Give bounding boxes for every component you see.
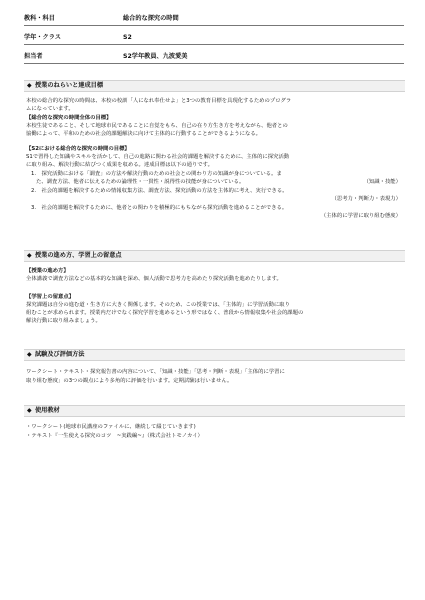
notes-line: 解決行動に取り組みましょう。 — [26, 318, 101, 324]
subject-label: 教科・科目 — [24, 15, 55, 22]
goal-item-2-tag: （思考力・判断力・表現力） — [331, 196, 401, 202]
goal-line: 本校生徒であること、そして地球市民であることに自覚をもち、自己の在り方生き方を考えながら、他者との — [26, 123, 288, 129]
notes-line: 組むことが求められます。授業内だけでなく探究学習を進めるという形ではなく、普段から情報収集や社会的課題の — [26, 310, 304, 316]
section-header-aims — [24, 80, 405, 92]
method-line: 全体講義で調査方法などの基本的な知識を深め、個人活動で思考力を高めたり探究活動を進めたりします。 — [26, 276, 282, 282]
section-title: 試験及び評価方法 — [35, 351, 85, 358]
diamond-icon: ◆ — [27, 252, 32, 259]
goal-item-2: 2. 社会的課題を解決するための情報収集方法、調査方法、探究活動の方法を主体的に考え、実行できる。 — [31, 188, 288, 194]
material-item: ・ワークシート(地球市民講座のファイルに、継続して綴じていきます) — [26, 424, 196, 430]
aims-paragraph-line: 本校の総合的な探究の時間は、本校の校訓「人になれ奉仕せよ」と3つの教育目標を具現化するためのプログラ — [26, 98, 292, 104]
section-header-method — [24, 250, 405, 262]
goal-heading: 【総合的な探究の時間全体の目標】 — [26, 115, 112, 121]
section-title: 授業のねらいと達成目標 — [35, 82, 104, 89]
goal-item-3-tag: （主体的に学習に取り組む態度） — [320, 213, 401, 219]
subject-row — [24, 12, 404, 26]
goal-item-1: 1. 探究活動における「調査」の方法や解決行動のための社会との関わり方の知識が身についている。ま — [31, 171, 282, 177]
goal-item-1-tag: （知識・技能） — [363, 179, 401, 185]
row-divider — [24, 63, 404, 64]
aims-paragraph-line: ムになっています。 — [26, 106, 74, 112]
row-divider — [24, 44, 404, 45]
s2-goal-heading: 【S2における総合的な探究の時間の目標】 — [26, 146, 130, 152]
notes-line: 探究課題は自分の進む道・生き方に大きく関係します。そのため、この授業では、「主体的」に学習活動に取り — [26, 302, 290, 308]
row-divider — [24, 25, 404, 26]
section-header-materials — [24, 405, 405, 417]
class-row — [24, 31, 404, 45]
goal-item-1-cont: た、調査方法、他者に伝えるための論理性・一貫性・説得性の技能が身についている。 — [36, 179, 245, 185]
section-header-evaluation — [24, 349, 405, 361]
evaluation-line: ワークシート・テキスト・探究報告書の内容について、「知識・技能」「思考・判断・表現」「主体的に学習に — [26, 369, 285, 375]
goal-line: 協働によって、平和のための社会的課題解決に向けて主体的に行動することができるようになる。 — [26, 131, 262, 137]
teacher-label: 担当者 — [24, 53, 43, 60]
s2-goal-line: S1で習得した知識やスキルを活かして、自己の進路に関わる社会的課題を解決するために、主体的に探究活動 — [26, 154, 290, 160]
teacher-row — [24, 50, 404, 64]
notes-heading: 【学習上の留意点】 — [26, 294, 75, 300]
class-label: 学年・クラス — [24, 34, 61, 41]
evaluation-line: 取り組む態度」の3つの観点により多角的に評価を行います。定期試験は行いません。 — [26, 378, 233, 384]
diamond-icon: ◆ — [27, 351, 32, 358]
method-heading: 【授業の進め方】 — [26, 268, 69, 274]
section-title: 授業の進め方、学習上の留意点 — [35, 252, 122, 259]
subject-value: 総合的な探究の時間 — [123, 15, 179, 22]
teacher-value: S2学年教員、九波愛美 — [123, 53, 188, 60]
material-item: ・テキスト『一生使える探究のコツ ~実践編~』（株式会社トモノカイ） — [26, 433, 203, 439]
diamond-icon: ◆ — [27, 82, 32, 89]
section-title: 使用教材 — [35, 407, 60, 414]
diamond-icon: ◆ — [27, 407, 32, 414]
s2-goal-line: に取り組み、解決行動に結びつく成果を収める。達成目標は以下の通りです。 — [26, 162, 213, 168]
goal-item-3: 3. 社会的課題を解決するために、他者との関わりを積極的にもちながら探究活動を進めることができる。 — [31, 205, 288, 211]
class-value: S2 — [123, 34, 132, 41]
